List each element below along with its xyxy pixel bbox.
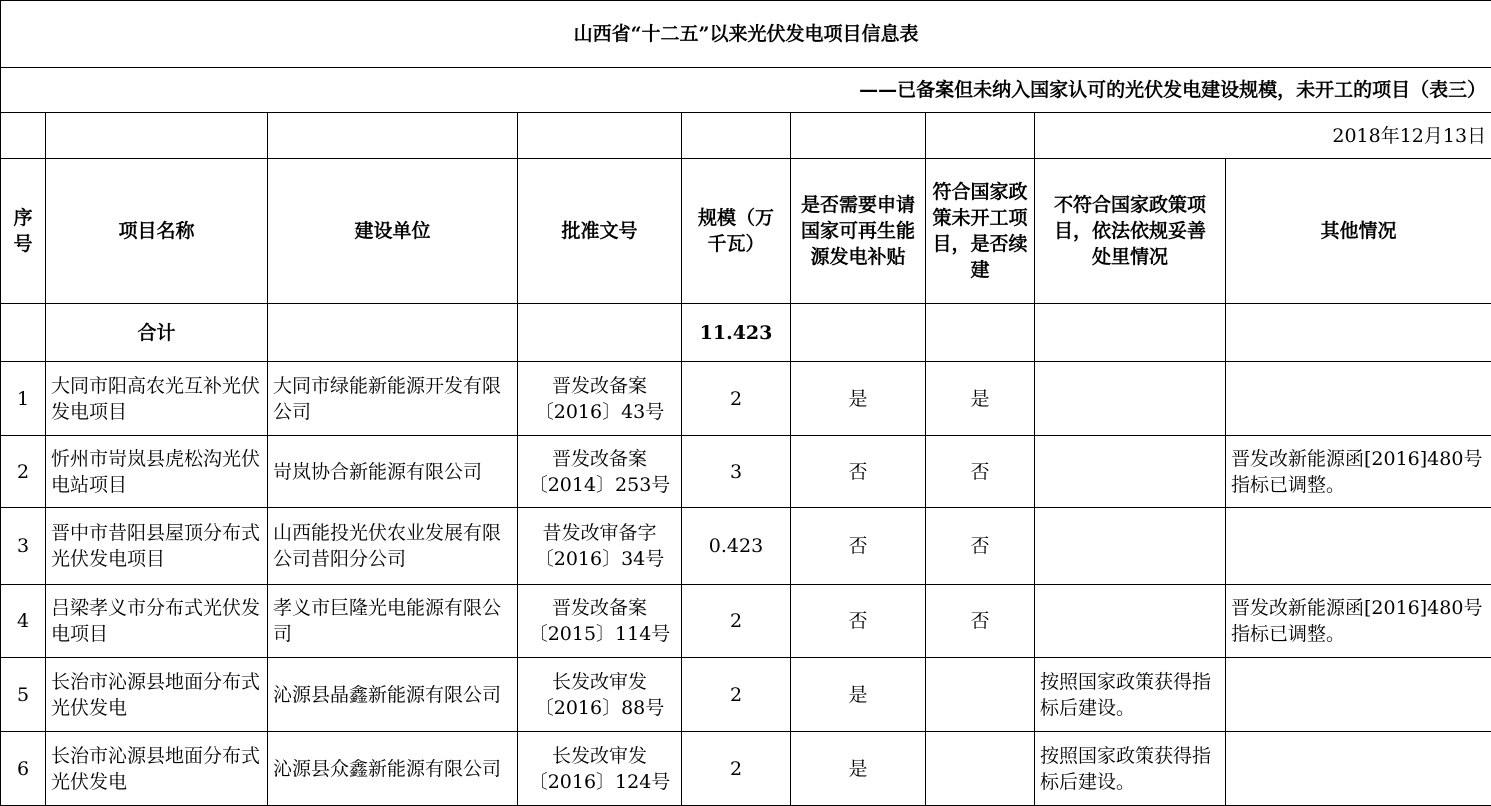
cell-scale[interactable]: 0.423	[682, 508, 791, 585]
cell-scale[interactable]: 2	[682, 658, 791, 732]
cell-scale[interactable]: 2	[682, 732, 791, 806]
cell-project-name[interactable]: 忻州市岢岚县虎松沟光伏电站项目	[46, 436, 268, 508]
table-row	[1, 585, 1491, 658]
blank-cell[interactable]	[1, 113, 46, 159]
blank-cell[interactable]	[791, 304, 926, 362]
blank-cell[interactable]	[268, 113, 518, 159]
cell-construction-unit[interactable]: 山西能投光伏农业发展有限公司昔阳分公司	[268, 508, 518, 585]
cell-construction-unit[interactable]: 大同市绿能新能源开发有限公司	[268, 362, 518, 436]
cell-handling[interactable]: 按照国家政策获得指标后建设。	[1035, 658, 1226, 732]
cell-continue[interactable]: 否	[926, 508, 1035, 585]
cell-approval-number[interactable]: 长发改审发〔2016〕88号	[518, 658, 682, 732]
cell-approval-number[interactable]: 晋发改备案〔2014〕253号	[518, 436, 682, 508]
cell-seq[interactable]: 2	[1, 436, 46, 508]
header-seq: 序号	[1, 159, 46, 304]
cell-continue[interactable]	[926, 732, 1035, 806]
header-handling: 不符合国家政策项目，依法依规妥善处里情况	[1035, 159, 1226, 304]
blank-cell[interactable]	[1, 304, 46, 362]
cell-construction-unit[interactable]: 沁源县众鑫新能源有限公司	[268, 732, 518, 806]
cell-scale[interactable]: 2	[682, 362, 791, 436]
cell-handling[interactable]	[1035, 436, 1226, 508]
blank-cell[interactable]	[518, 113, 682, 159]
blank-cell[interactable]	[926, 304, 1035, 362]
cell-subsidy[interactable]: 否	[791, 508, 926, 585]
cell-subsidy[interactable]: 是	[791, 658, 926, 732]
cell-project-name[interactable]: 晋中市昔阳县屋顶分布式光伏发电项目	[46, 508, 268, 585]
cell-scale[interactable]: 3	[682, 436, 791, 508]
cell-continue[interactable]: 是	[926, 362, 1035, 436]
cell-other[interactable]: 晋发改新能源函[2016]480号指标已调整。	[1226, 436, 1491, 508]
blank-cell[interactable]	[518, 304, 682, 362]
cell-seq[interactable]: 3	[1, 508, 46, 585]
cell-subsidy[interactable]: 否	[791, 436, 926, 508]
blank-cell[interactable]	[926, 113, 1035, 159]
table-row	[1, 436, 1491, 508]
cell-approval-number[interactable]: 昔发改审备字〔2016〕34号	[518, 508, 682, 585]
subtitle-row	[1, 68, 1491, 113]
table-row	[1, 732, 1491, 806]
cell-other[interactable]	[1226, 658, 1491, 732]
date-row	[1, 113, 1491, 159]
header-project-name: 项目名称	[46, 159, 268, 304]
cell-other[interactable]: 晋发改新能源函[2016]480号指标已调整。	[1226, 585, 1491, 658]
cell-continue[interactable]: 否	[926, 436, 1035, 508]
cell-seq[interactable]: 6	[1, 732, 46, 806]
header-construction-unit: 建设单位	[268, 159, 518, 304]
cell-project-name[interactable]: 吕梁孝义市分布式光伏发电项目	[46, 585, 268, 658]
cell-subsidy[interactable]: 是	[791, 362, 926, 436]
cell-approval-number[interactable]: 晋发改备案〔2016〕43号	[518, 362, 682, 436]
total-row	[1, 304, 1491, 362]
report-date: 2018年12月13日	[1035, 113, 1491, 159]
cell-continue[interactable]: 否	[926, 585, 1035, 658]
cell-subsidy[interactable]: 是	[791, 732, 926, 806]
cell-subsidy[interactable]: 否	[791, 585, 926, 658]
blank-cell[interactable]	[1035, 304, 1226, 362]
cell-other[interactable]	[1226, 508, 1491, 585]
title-row	[1, 1, 1491, 68]
cell-scale[interactable]: 2	[682, 585, 791, 658]
table-row	[1, 658, 1491, 732]
cell-construction-unit[interactable]: 孝义市巨隆光电能源有限公司	[268, 585, 518, 658]
cell-handling[interactable]	[1035, 508, 1226, 585]
blank-cell[interactable]	[682, 113, 791, 159]
cell-construction-unit[interactable]: 沁源县晶鑫新能源有限公司	[268, 658, 518, 732]
cell-seq[interactable]: 4	[1, 585, 46, 658]
blank-cell[interactable]	[268, 304, 518, 362]
cell-approval-number[interactable]: 晋发改备案〔2015〕114号	[518, 585, 682, 658]
cell-handling[interactable]	[1035, 585, 1226, 658]
cell-handling[interactable]	[1035, 362, 1226, 436]
cell-handling[interactable]: 按照国家政策获得指标后建设。	[1035, 732, 1226, 806]
cell-other[interactable]	[1226, 732, 1491, 806]
blank-cell[interactable]	[791, 113, 926, 159]
header-row	[1, 159, 1491, 304]
cell-construction-unit[interactable]: 岢岚协合新能源有限公司	[268, 436, 518, 508]
header-approval-number: 批准文号	[518, 159, 682, 304]
blank-cell[interactable]	[1226, 304, 1491, 362]
total-label: 合计	[46, 304, 268, 362]
sheet-title: 山西省“十二五”以来光伏发电项目信息表	[1, 1, 1491, 68]
header-other: 其他情况	[1226, 159, 1491, 304]
header-subsidy: 是否需要申请国家可再生能源发电补贴	[791, 159, 926, 304]
cell-project-name[interactable]: 大同市阳高农光互补光伏发电项目	[46, 362, 268, 436]
total-scale: 11.423	[682, 304, 791, 362]
cell-seq[interactable]: 5	[1, 658, 46, 732]
table-row	[1, 362, 1491, 436]
cell-seq[interactable]: 1	[1, 362, 46, 436]
cell-continue[interactable]	[926, 658, 1035, 732]
header-scale: 规模（万千瓦）	[682, 159, 791, 304]
header-continue: 符合国家政策未开工项目，是否续建	[926, 159, 1035, 304]
sheet-subtitle: ——已备案但未纳入国家认可的光伏发电建设规模，未开工的项目（表三）	[1, 68, 1491, 113]
cell-project-name[interactable]: 长治市沁源县地面分布式光伏发电	[46, 658, 268, 732]
cell-other[interactable]	[1226, 362, 1491, 436]
cell-project-name[interactable]: 长治市沁源县地面分布式光伏发电	[46, 732, 268, 806]
table-row	[1, 508, 1491, 585]
blank-cell[interactable]	[46, 113, 268, 159]
cell-approval-number[interactable]: 长发改审发〔2016〕124号	[518, 732, 682, 806]
